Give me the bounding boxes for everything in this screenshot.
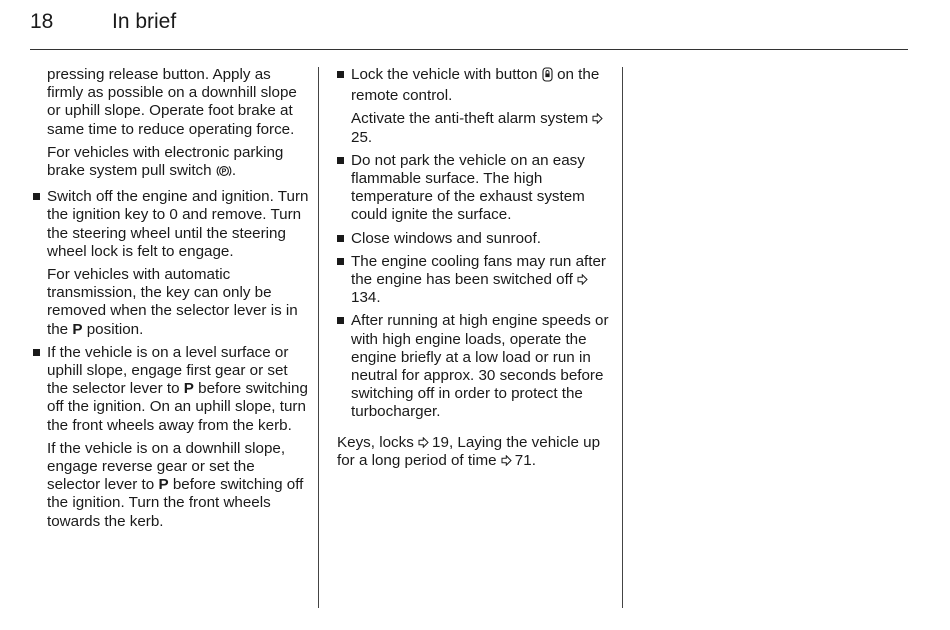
reference-link[interactable]: 71. <box>514 452 536 470</box>
text: . <box>231 162 237 180</box>
paragraph <box>47 344 309 435</box>
paragraph <box>47 144 309 183</box>
bullet-icon <box>337 157 344 164</box>
parking-brake-switch-icon <box>216 164 232 183</box>
text: before switching off the ignition. On an uphill slope, turn the front wheels away from the kerb. <box>47 380 308 434</box>
bullet-icon <box>337 258 344 265</box>
page-header <box>30 8 910 48</box>
paragraph: After running at high engine speeds or with high engine loads, operate the engine briefly at a low load or run in neutral for approx. 30 seconds before switching off in order to protect the turbocharger. <box>351 312 609 421</box>
header-rule <box>30 49 908 50</box>
list-item <box>351 253 613 308</box>
cross-reference-arrow-icon <box>577 272 588 283</box>
list-item <box>47 188 309 339</box>
paragraph <box>351 110 613 146</box>
list-item <box>351 66 613 147</box>
reference-link[interactable]: 19, Laying the vehicle up for a long period of time <box>337 434 601 470</box>
bullet-icon <box>337 71 344 78</box>
text: If the vehicle is on a downhill slope, engage reverse gear or set the selector lever to <box>47 439 286 494</box>
paragraph: pressing release button. Apply as firmly as possible on a downhill slope or uphill slope. Operate foot brake at same time to reduce operating force. <box>47 66 297 138</box>
bullet-icon <box>33 349 40 356</box>
page-title: In brief <box>112 10 177 33</box>
bullet-icon <box>337 235 344 242</box>
column-divider-left <box>318 67 319 608</box>
cross-reference-footer <box>337 434 613 470</box>
text: For vehicles with automatic transmission, the key can only be removed when the selector lever is in the <box>47 266 298 338</box>
lock-button-icon <box>542 67 553 87</box>
paragraph <box>47 440 309 531</box>
cross-reference-arrow-icon <box>418 435 429 446</box>
bullet-icon <box>33 193 40 200</box>
text: on the remote control. <box>351 66 600 105</box>
column-divider-right <box>622 67 623 608</box>
list-item <box>351 230 613 248</box>
paragraph: Switch off the engine and ignition. Turn the ignition key to 0 and remove. Turn the steering wheel until the steering wheel lock is felt to engage. <box>47 188 309 260</box>
page-number: 18 <box>30 10 54 33</box>
list-item <box>47 344 309 531</box>
bold-text: P <box>72 320 83 338</box>
bold-text: P <box>158 476 169 494</box>
reference-link[interactable]: 25. <box>351 128 373 146</box>
paragraph: Do not park the vehicle on an easy flammable surface. The high temperature of the exhaust system could ignite the surface. <box>351 151 585 224</box>
text: If the vehicle is on a level surface or uphill slope, engage first gear or set the selector lever to <box>47 343 289 398</box>
bullet-icon <box>337 317 344 324</box>
text: Lock the vehicle with button <box>351 66 538 83</box>
svg-text:P: P <box>221 168 227 176</box>
cross-reference-arrow-icon <box>592 111 603 122</box>
paragraph: Close windows and sunroof. <box>351 229 541 247</box>
bold-text: P <box>183 380 194 398</box>
text: The engine cooling fans may run after the engine has been switched off <box>351 252 606 289</box>
paragraph <box>47 266 309 339</box>
text: For vehicles with electronic parking brake system pull switch <box>47 143 284 180</box>
list-item <box>351 312 613 421</box>
list-item <box>351 152 613 225</box>
cross-reference-arrow-icon <box>501 453 512 464</box>
paragraph <box>351 253 613 308</box>
text-column-1 <box>47 66 309 531</box>
text-column-2 <box>351 66 613 422</box>
text: Keys, locks <box>337 434 414 451</box>
text: position. <box>86 320 144 338</box>
text: Activate the anti-theft alarm system <box>351 110 589 128</box>
text: before switching off the ignition. Turn the front wheels towards the kerb. <box>47 476 304 530</box>
paragraph <box>337 434 613 470</box>
paragraph <box>351 66 613 105</box>
reference-link[interactable]: 134. <box>351 289 381 307</box>
